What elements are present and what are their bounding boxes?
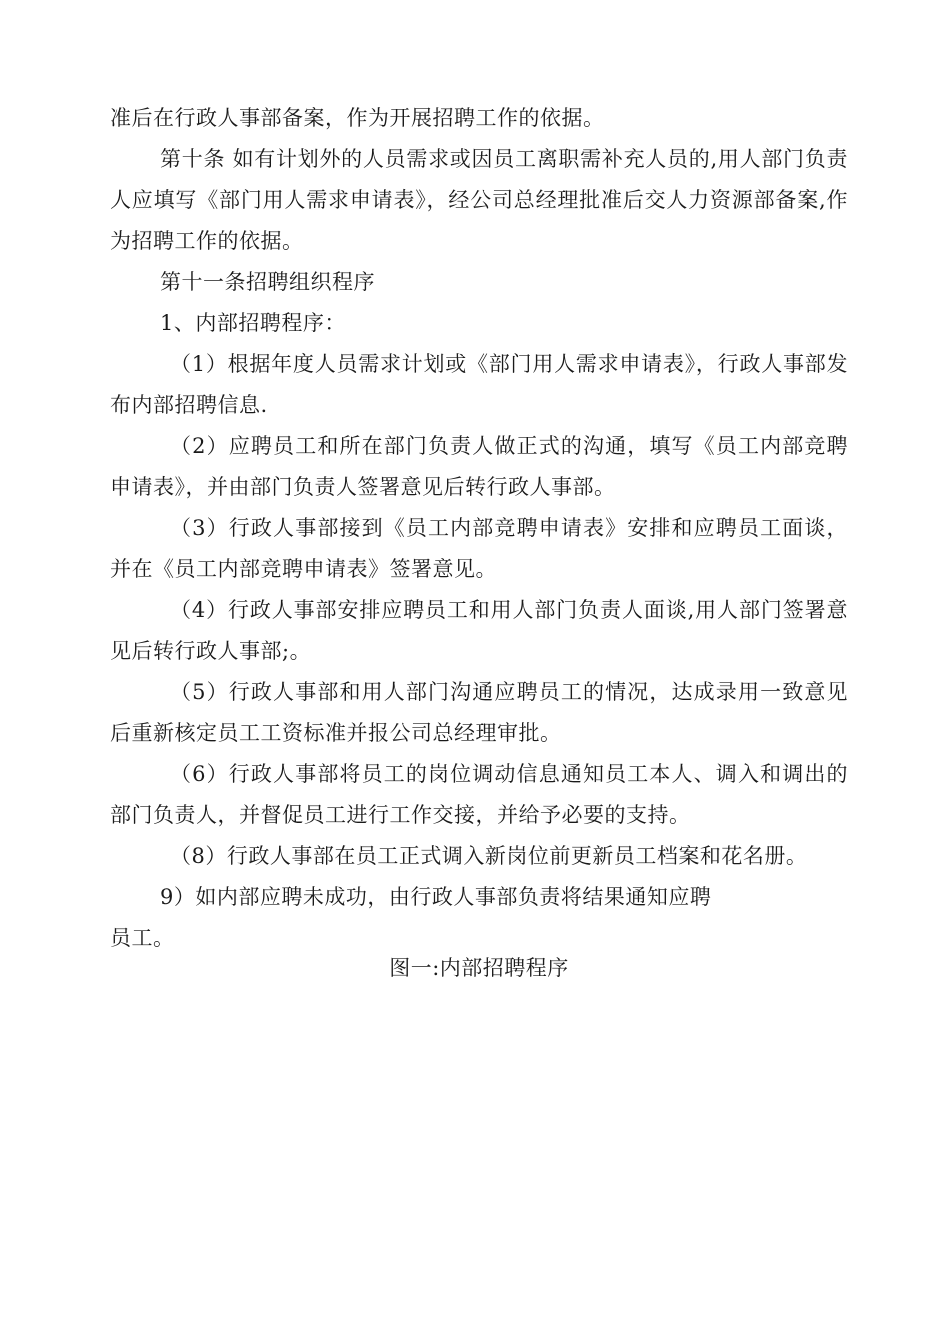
figure-caption: 图一:内部招聘程序	[389, 956, 569, 980]
paragraph-step-4: （4）行政人事部安排应聘员工和用人部门负责人面谈,用人部门签署意见后转行政人事部;。	[110, 598, 848, 663]
paragraph-step-9-continuation: 员工。	[110, 926, 175, 950]
paragraph-article-11-heading: 第十一条招聘组织程序	[160, 270, 375, 294]
paragraph-step-2: （2）应聘员工和所在部门负责人做正式的沟通，填写《员工内部竞聘申请表》，并由部门负责人签署意见后转行政人事部。	[110, 434, 848, 499]
paragraph-internal-recruitment-heading: 1、内部招聘程序：	[160, 311, 346, 335]
paragraph-step-3: （3）行政人事部接到《员工内部竞聘申请表》安排和应聘员工面谈，并在《员工内部竞聘申请表》签署意见。	[110, 516, 848, 581]
paragraph-step-5: （5）行政人事部和用人部门沟通应聘员工的情况，达成录用一致意见后重新核定员工工资标准并报公司总经理审批。	[110, 680, 848, 745]
paragraph-step-8: （8）行政人事部在员工正式调入新岗位前更新员工档案和花名册。	[170, 844, 808, 868]
paragraph-article-10: 第十条 如有计划外的人员需求或因员工离职需补充人员的,用人部门负责人应填写《部门用人需求申请表》，经公司总经理批准后交人力资源部备案,作为招聘工作的依据。	[110, 147, 848, 253]
paragraph-step-6: （6）行政人事部将员工的岗位调动信息通知员工本人、调入和调出的部门负责人，并督促员工进行工作交接，并给予必要的支持。	[110, 762, 848, 827]
paragraph-continuation: 准后在行政人事部备案，作为开展招聘工作的依据。	[110, 106, 605, 130]
paragraph-step-1: （1）根据年度人员需求计划或《部门用人需求申请表》，行政人事部发布内部招聘信息.	[110, 352, 848, 417]
document-body	[110, 98, 848, 959]
paragraph-step-9: 9）如内部应聘未成功，由行政人事部负责将结果通知应聘	[160, 885, 712, 909]
